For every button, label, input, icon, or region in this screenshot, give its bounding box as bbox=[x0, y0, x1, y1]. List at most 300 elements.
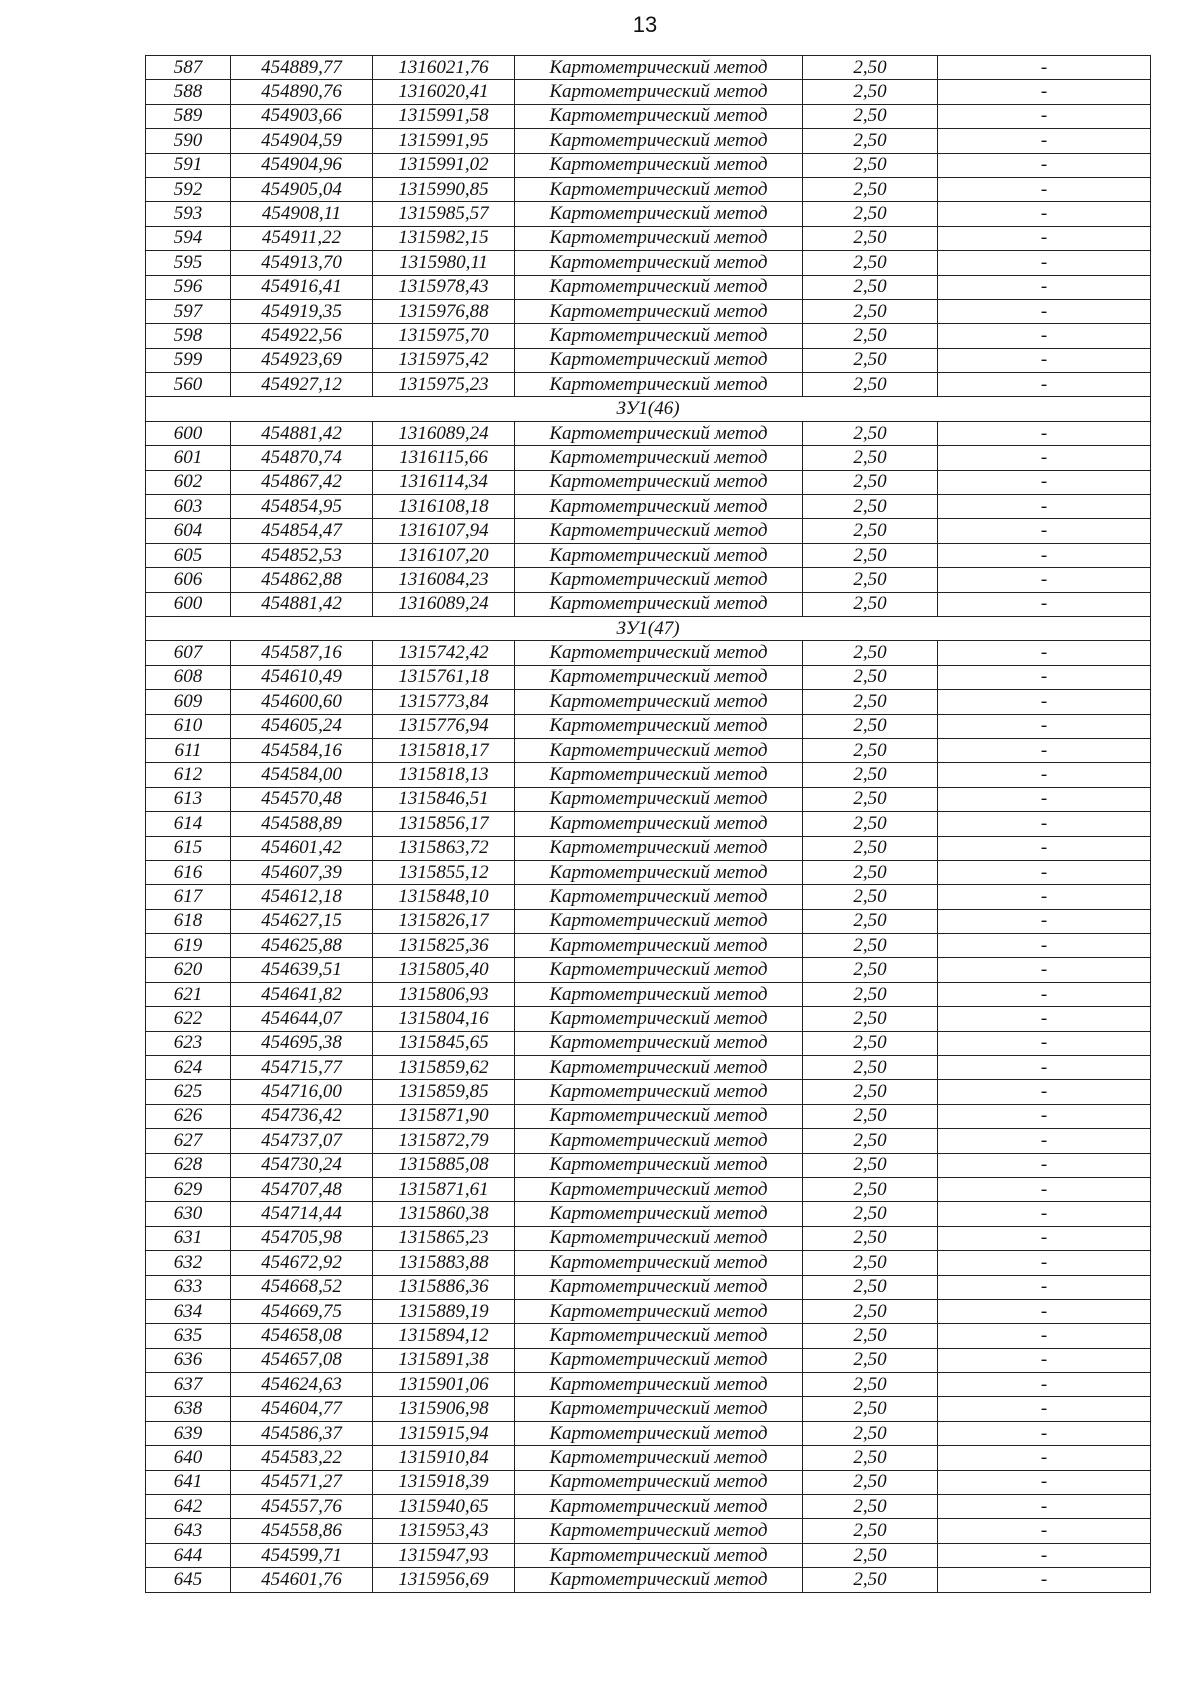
empty-mark-cell: - bbox=[938, 275, 1151, 299]
method-cell: Картометрический метод bbox=[515, 787, 803, 811]
x-coordinate-cell: 454587,16 bbox=[231, 641, 373, 665]
method-cell: Картометрический метод bbox=[515, 1299, 803, 1323]
accuracy-cell: 2,50 bbox=[803, 568, 938, 592]
method-cell: Картометрический метод bbox=[515, 56, 803, 80]
table-row bbox=[146, 129, 1151, 153]
accuracy-cell: 2,50 bbox=[803, 1495, 938, 1519]
accuracy-cell: 2,50 bbox=[803, 1397, 938, 1421]
method-cell: Картометрический метод bbox=[515, 519, 803, 543]
x-coordinate-cell: 454641,82 bbox=[231, 982, 373, 1006]
x-coordinate-cell: 454736,42 bbox=[231, 1104, 373, 1128]
x-coordinate-cell: 454923,69 bbox=[231, 348, 373, 372]
accuracy-cell: 2,50 bbox=[803, 470, 938, 494]
empty-mark-cell: - bbox=[938, 1202, 1151, 1226]
y-coordinate-cell: 1315885,08 bbox=[373, 1153, 515, 1177]
accuracy-cell: 2,50 bbox=[803, 1421, 938, 1445]
x-coordinate-cell: 454913,70 bbox=[231, 251, 373, 275]
empty-mark-cell: - bbox=[938, 812, 1151, 836]
accuracy-cell: 2,50 bbox=[803, 495, 938, 519]
table-row bbox=[146, 519, 1151, 543]
empty-mark-cell: - bbox=[938, 1031, 1151, 1055]
point-number-cell: 609 bbox=[146, 690, 231, 714]
point-number-cell: 560 bbox=[146, 373, 231, 397]
accuracy-cell: 2,50 bbox=[803, 934, 938, 958]
method-cell: Картометрический метод bbox=[515, 1177, 803, 1201]
point-number-cell: 590 bbox=[146, 129, 231, 153]
y-coordinate-cell: 1315953,43 bbox=[373, 1519, 515, 1543]
point-number-cell: 589 bbox=[146, 104, 231, 128]
table-row bbox=[146, 860, 1151, 884]
accuracy-cell: 2,50 bbox=[803, 641, 938, 665]
empty-mark-cell: - bbox=[938, 1251, 1151, 1275]
accuracy-cell: 2,50 bbox=[803, 1056, 938, 1080]
point-number-cell: 615 bbox=[146, 836, 231, 860]
empty-mark-cell: - bbox=[938, 1568, 1151, 1592]
method-cell: Картометрический метод bbox=[515, 836, 803, 860]
method-cell: Картометрический метод bbox=[515, 446, 803, 470]
accuracy-cell: 2,50 bbox=[803, 885, 938, 909]
table-row bbox=[146, 1543, 1151, 1567]
accuracy-cell: 2,50 bbox=[803, 1446, 938, 1470]
point-number-cell: 602 bbox=[146, 470, 231, 494]
point-number-cell: 587 bbox=[146, 56, 231, 80]
point-number-cell: 631 bbox=[146, 1226, 231, 1250]
point-number-cell: 601 bbox=[146, 446, 231, 470]
empty-mark-cell: - bbox=[938, 665, 1151, 689]
accuracy-cell: 2,50 bbox=[803, 958, 938, 982]
x-coordinate-cell: 454854,95 bbox=[231, 495, 373, 519]
y-coordinate-cell: 1315860,38 bbox=[373, 1202, 515, 1226]
x-coordinate-cell: 454908,11 bbox=[231, 202, 373, 226]
point-number-cell: 607 bbox=[146, 641, 231, 665]
x-coordinate-cell: 454922,56 bbox=[231, 324, 373, 348]
empty-mark-cell: - bbox=[938, 1275, 1151, 1299]
table-row bbox=[146, 1007, 1151, 1031]
empty-mark-cell: - bbox=[938, 348, 1151, 372]
empty-mark-cell: - bbox=[938, 324, 1151, 348]
y-coordinate-cell: 1315991,58 bbox=[373, 104, 515, 128]
y-coordinate-cell: 1316108,18 bbox=[373, 495, 515, 519]
x-coordinate-cell: 454584,00 bbox=[231, 763, 373, 787]
accuracy-cell: 2,50 bbox=[803, 251, 938, 275]
point-number-cell: 617 bbox=[146, 885, 231, 909]
x-coordinate-cell: 454639,51 bbox=[231, 958, 373, 982]
table-row bbox=[146, 934, 1151, 958]
accuracy-cell: 2,50 bbox=[803, 1129, 938, 1153]
x-coordinate-cell: 454715,77 bbox=[231, 1056, 373, 1080]
table-row bbox=[146, 1373, 1151, 1397]
x-coordinate-cell: 454707,48 bbox=[231, 1177, 373, 1201]
method-cell: Картометрический метод bbox=[515, 1202, 803, 1226]
y-coordinate-cell: 1316114,34 bbox=[373, 470, 515, 494]
x-coordinate-cell: 454627,15 bbox=[231, 909, 373, 933]
empty-mark-cell: - bbox=[938, 568, 1151, 592]
point-number-cell: 634 bbox=[146, 1299, 231, 1323]
x-coordinate-cell: 454919,35 bbox=[231, 299, 373, 323]
y-coordinate-cell: 1315871,61 bbox=[373, 1177, 515, 1201]
point-number-cell: 643 bbox=[146, 1519, 231, 1543]
table-row bbox=[146, 80, 1151, 104]
accuracy-cell: 2,50 bbox=[803, 446, 938, 470]
method-cell: Картометрический метод bbox=[515, 934, 803, 958]
accuracy-cell: 2,50 bbox=[803, 177, 938, 201]
y-coordinate-cell: 1316115,66 bbox=[373, 446, 515, 470]
x-coordinate-cell: 454668,52 bbox=[231, 1275, 373, 1299]
x-coordinate-cell: 454558,86 bbox=[231, 1519, 373, 1543]
accuracy-cell: 2,50 bbox=[803, 1299, 938, 1323]
x-coordinate-cell: 454889,77 bbox=[231, 56, 373, 80]
table-row bbox=[146, 1324, 1151, 1348]
accuracy-cell: 2,50 bbox=[803, 592, 938, 616]
method-cell: Картометрический метод bbox=[515, 177, 803, 201]
y-coordinate-cell: 1315776,94 bbox=[373, 714, 515, 738]
y-coordinate-cell: 1315886,36 bbox=[373, 1275, 515, 1299]
y-coordinate-cell: 1315891,38 bbox=[373, 1348, 515, 1372]
method-cell: Картометрический метод bbox=[515, 1080, 803, 1104]
table-row bbox=[146, 738, 1151, 762]
accuracy-cell: 2,50 bbox=[803, 1031, 938, 1055]
table-row bbox=[146, 592, 1151, 616]
y-coordinate-cell: 1315978,43 bbox=[373, 275, 515, 299]
point-number-cell: 630 bbox=[146, 1202, 231, 1226]
table-row bbox=[146, 373, 1151, 397]
x-coordinate-cell: 454730,24 bbox=[231, 1153, 373, 1177]
empty-mark-cell: - bbox=[938, 1397, 1151, 1421]
point-number-cell: 588 bbox=[146, 80, 231, 104]
point-number-cell: 642 bbox=[146, 1495, 231, 1519]
empty-mark-cell: - bbox=[938, 153, 1151, 177]
table-row bbox=[146, 421, 1151, 445]
point-number-cell: 616 bbox=[146, 860, 231, 884]
point-number-cell: 625 bbox=[146, 1080, 231, 1104]
accuracy-cell: 2,50 bbox=[803, 1568, 938, 1592]
table-row bbox=[146, 641, 1151, 665]
method-cell: Картометрический метод bbox=[515, 592, 803, 616]
table-row bbox=[146, 1275, 1151, 1299]
table-row bbox=[146, 299, 1151, 323]
method-cell: Картометрический метод bbox=[515, 348, 803, 372]
method-cell: Картометрический метод bbox=[515, 1104, 803, 1128]
x-coordinate-cell: 454905,04 bbox=[231, 177, 373, 201]
method-cell: Картометрический метод bbox=[515, 1324, 803, 1348]
accuracy-cell: 2,50 bbox=[803, 373, 938, 397]
method-cell: Картометрический метод bbox=[515, 1031, 803, 1055]
accuracy-cell: 2,50 bbox=[803, 909, 938, 933]
empty-mark-cell: - bbox=[938, 470, 1151, 494]
y-coordinate-cell: 1315915,94 bbox=[373, 1421, 515, 1445]
point-number-cell: 636 bbox=[146, 1348, 231, 1372]
accuracy-cell: 2,50 bbox=[803, 763, 938, 787]
x-coordinate-cell: 454737,07 bbox=[231, 1129, 373, 1153]
empty-mark-cell: - bbox=[938, 958, 1151, 982]
table-row bbox=[146, 787, 1151, 811]
y-coordinate-cell: 1315856,17 bbox=[373, 812, 515, 836]
empty-mark-cell: - bbox=[938, 787, 1151, 811]
y-coordinate-cell: 1315894,12 bbox=[373, 1324, 515, 1348]
accuracy-cell: 2,50 bbox=[803, 836, 938, 860]
point-number-cell: 628 bbox=[146, 1153, 231, 1177]
method-cell: Картометрический метод bbox=[515, 714, 803, 738]
empty-mark-cell: - bbox=[938, 690, 1151, 714]
accuracy-cell: 2,50 bbox=[803, 324, 938, 348]
point-number-cell: 629 bbox=[146, 1177, 231, 1201]
empty-mark-cell: - bbox=[938, 421, 1151, 445]
x-coordinate-cell: 454644,07 bbox=[231, 1007, 373, 1031]
accuracy-cell: 2,50 bbox=[803, 56, 938, 80]
y-coordinate-cell: 1315947,93 bbox=[373, 1543, 515, 1567]
x-coordinate-cell: 454571,27 bbox=[231, 1470, 373, 1494]
empty-mark-cell: - bbox=[938, 982, 1151, 1006]
point-number-cell: 596 bbox=[146, 275, 231, 299]
x-coordinate-cell: 454695,38 bbox=[231, 1031, 373, 1055]
table-row bbox=[146, 1056, 1151, 1080]
y-coordinate-cell: 1315848,10 bbox=[373, 885, 515, 909]
x-coordinate-cell: 454584,16 bbox=[231, 738, 373, 762]
accuracy-cell: 2,50 bbox=[803, 348, 938, 372]
y-coordinate-cell: 1315859,85 bbox=[373, 1080, 515, 1104]
y-coordinate-cell: 1315956,69 bbox=[373, 1568, 515, 1592]
method-cell: Картометрический метод bbox=[515, 1251, 803, 1275]
empty-mark-cell: - bbox=[938, 1129, 1151, 1153]
point-number-cell: 640 bbox=[146, 1446, 231, 1470]
table-row bbox=[146, 1446, 1151, 1470]
point-number-cell: 645 bbox=[146, 1568, 231, 1592]
accuracy-cell: 2,50 bbox=[803, 421, 938, 445]
accuracy-cell: 2,50 bbox=[803, 1226, 938, 1250]
empty-mark-cell: - bbox=[938, 1543, 1151, 1567]
empty-mark-cell: - bbox=[938, 226, 1151, 250]
y-coordinate-cell: 1315982,15 bbox=[373, 226, 515, 250]
y-coordinate-cell: 1315806,93 bbox=[373, 982, 515, 1006]
table-row bbox=[146, 177, 1151, 201]
y-coordinate-cell: 1315863,72 bbox=[373, 836, 515, 860]
point-number-cell: 638 bbox=[146, 1397, 231, 1421]
accuracy-cell: 2,50 bbox=[803, 1275, 938, 1299]
method-cell: Картометрический метод bbox=[515, 299, 803, 323]
point-number-cell: 613 bbox=[146, 787, 231, 811]
section-row bbox=[146, 616, 1151, 640]
method-cell: Картометрический метод bbox=[515, 1519, 803, 1543]
point-number-cell: 605 bbox=[146, 543, 231, 567]
y-coordinate-cell: 1315975,23 bbox=[373, 373, 515, 397]
x-coordinate-cell: 454600,60 bbox=[231, 690, 373, 714]
table-row bbox=[146, 1495, 1151, 1519]
accuracy-cell: 2,50 bbox=[803, 665, 938, 689]
x-coordinate-cell: 454904,96 bbox=[231, 153, 373, 177]
empty-mark-cell: - bbox=[938, 1519, 1151, 1543]
point-number-cell: 627 bbox=[146, 1129, 231, 1153]
y-coordinate-cell: 1315742,42 bbox=[373, 641, 515, 665]
method-cell: Картометрический метод bbox=[515, 982, 803, 1006]
accuracy-cell: 2,50 bbox=[803, 1470, 938, 1494]
empty-mark-cell: - bbox=[938, 641, 1151, 665]
y-coordinate-cell: 1315980,11 bbox=[373, 251, 515, 275]
method-cell: Картометрический метод bbox=[515, 568, 803, 592]
method-cell: Картометрический метод bbox=[515, 495, 803, 519]
point-number-cell: 635 bbox=[146, 1324, 231, 1348]
x-coordinate-cell: 454911,22 bbox=[231, 226, 373, 250]
point-number-cell: 614 bbox=[146, 812, 231, 836]
accuracy-cell: 2,50 bbox=[803, 982, 938, 1006]
table-row bbox=[146, 1129, 1151, 1153]
empty-mark-cell: - bbox=[938, 80, 1151, 104]
accuracy-cell: 2,50 bbox=[803, 519, 938, 543]
accuracy-cell: 2,50 bbox=[803, 1153, 938, 1177]
point-number-cell: 591 bbox=[146, 153, 231, 177]
x-coordinate-cell: 454716,00 bbox=[231, 1080, 373, 1104]
accuracy-cell: 2,50 bbox=[803, 1177, 938, 1201]
accuracy-cell: 2,50 bbox=[803, 275, 938, 299]
point-number-cell: 604 bbox=[146, 519, 231, 543]
method-cell: Картометрический метод bbox=[515, 251, 803, 275]
method-cell: Картометрический метод bbox=[515, 543, 803, 567]
y-coordinate-cell: 1315883,88 bbox=[373, 1251, 515, 1275]
table-row bbox=[146, 1470, 1151, 1494]
method-cell: Картометрический метод bbox=[515, 373, 803, 397]
y-coordinate-cell: 1315985,57 bbox=[373, 202, 515, 226]
point-number-cell: 632 bbox=[146, 1251, 231, 1275]
y-coordinate-cell: 1316089,24 bbox=[373, 592, 515, 616]
method-cell: Картометрический метод bbox=[515, 641, 803, 665]
table-row bbox=[146, 1226, 1151, 1250]
y-coordinate-cell: 1316084,23 bbox=[373, 568, 515, 592]
table-row bbox=[146, 1177, 1151, 1201]
empty-mark-cell: - bbox=[938, 934, 1151, 958]
x-coordinate-cell: 454657,08 bbox=[231, 1348, 373, 1372]
empty-mark-cell: - bbox=[938, 373, 1151, 397]
y-coordinate-cell: 1316107,20 bbox=[373, 543, 515, 567]
empty-mark-cell: - bbox=[938, 1495, 1151, 1519]
point-number-cell: 641 bbox=[146, 1470, 231, 1494]
table-row bbox=[146, 1251, 1151, 1275]
x-coordinate-cell: 454658,08 bbox=[231, 1324, 373, 1348]
accuracy-cell: 2,50 bbox=[803, 1348, 938, 1372]
table-row bbox=[146, 470, 1151, 494]
table-row bbox=[146, 226, 1151, 250]
point-number-cell: 610 bbox=[146, 714, 231, 738]
empty-mark-cell: - bbox=[938, 56, 1151, 80]
table-row bbox=[146, 714, 1151, 738]
accuracy-cell: 2,50 bbox=[803, 714, 938, 738]
empty-mark-cell: - bbox=[938, 1177, 1151, 1201]
method-cell: Картометрический метод bbox=[515, 1470, 803, 1494]
x-coordinate-cell: 454599,71 bbox=[231, 1543, 373, 1567]
y-coordinate-cell: 1315846,51 bbox=[373, 787, 515, 811]
y-coordinate-cell: 1315845,65 bbox=[373, 1031, 515, 1055]
table-row bbox=[146, 202, 1151, 226]
accuracy-cell: 2,50 bbox=[803, 1251, 938, 1275]
x-coordinate-cell: 454881,42 bbox=[231, 592, 373, 616]
table-row bbox=[146, 56, 1151, 80]
empty-mark-cell: - bbox=[938, 543, 1151, 567]
empty-mark-cell: - bbox=[938, 1226, 1151, 1250]
accuracy-cell: 2,50 bbox=[803, 1543, 938, 1567]
method-cell: Картометрический метод bbox=[515, 470, 803, 494]
x-coordinate-cell: 454612,18 bbox=[231, 885, 373, 909]
x-coordinate-cell: 454604,77 bbox=[231, 1397, 373, 1421]
y-coordinate-cell: 1315975,42 bbox=[373, 348, 515, 372]
table-row bbox=[146, 958, 1151, 982]
point-number-cell: 644 bbox=[146, 1543, 231, 1567]
empty-mark-cell: - bbox=[938, 909, 1151, 933]
x-coordinate-cell: 454927,12 bbox=[231, 373, 373, 397]
table-row bbox=[146, 1080, 1151, 1104]
x-coordinate-cell: 454586,37 bbox=[231, 1421, 373, 1445]
point-number-cell: 603 bbox=[146, 495, 231, 519]
empty-mark-cell: - bbox=[938, 1080, 1151, 1104]
y-coordinate-cell: 1315991,02 bbox=[373, 153, 515, 177]
table-row bbox=[146, 982, 1151, 1006]
table-row bbox=[146, 153, 1151, 177]
accuracy-cell: 2,50 bbox=[803, 1373, 938, 1397]
empty-mark-cell: - bbox=[938, 446, 1151, 470]
method-cell: Картометрический метод bbox=[515, 1348, 803, 1372]
point-number-cell: 620 bbox=[146, 958, 231, 982]
x-coordinate-cell: 454557,76 bbox=[231, 1495, 373, 1519]
method-cell: Картометрический метод bbox=[515, 885, 803, 909]
empty-mark-cell: - bbox=[938, 763, 1151, 787]
y-coordinate-cell: 1315773,84 bbox=[373, 690, 515, 714]
y-coordinate-cell: 1315818,13 bbox=[373, 763, 515, 787]
point-number-cell: 595 bbox=[146, 251, 231, 275]
x-coordinate-cell: 454588,89 bbox=[231, 812, 373, 836]
y-coordinate-cell: 1315825,36 bbox=[373, 934, 515, 958]
accuracy-cell: 2,50 bbox=[803, 1104, 938, 1128]
empty-mark-cell: - bbox=[938, 177, 1151, 201]
accuracy-cell: 2,50 bbox=[803, 860, 938, 884]
table-row bbox=[146, 885, 1151, 909]
point-number-cell: 599 bbox=[146, 348, 231, 372]
y-coordinate-cell: 1315976,88 bbox=[373, 299, 515, 323]
method-cell: Картометрический метод bbox=[515, 129, 803, 153]
table-row bbox=[146, 909, 1151, 933]
x-coordinate-cell: 454916,41 bbox=[231, 275, 373, 299]
y-coordinate-cell: 1315889,19 bbox=[373, 1299, 515, 1323]
method-cell: Картометрический метод bbox=[515, 909, 803, 933]
y-coordinate-cell: 1315906,98 bbox=[373, 1397, 515, 1421]
method-cell: Картометрический метод bbox=[515, 1446, 803, 1470]
point-number-cell: 600 bbox=[146, 421, 231, 445]
x-coordinate-cell: 454610,49 bbox=[231, 665, 373, 689]
page-number: 13 bbox=[632, 12, 658, 37]
method-cell: Картометрический метод bbox=[515, 763, 803, 787]
empty-mark-cell: - bbox=[938, 1056, 1151, 1080]
empty-mark-cell: - bbox=[938, 1446, 1151, 1470]
y-coordinate-cell: 1315804,16 bbox=[373, 1007, 515, 1031]
table-row bbox=[146, 690, 1151, 714]
point-number-cell: 594 bbox=[146, 226, 231, 250]
table-row bbox=[146, 1568, 1151, 1592]
accuracy-cell: 2,50 bbox=[803, 1080, 938, 1104]
empty-mark-cell: - bbox=[938, 1470, 1151, 1494]
x-coordinate-cell: 454862,88 bbox=[231, 568, 373, 592]
empty-mark-cell: - bbox=[938, 251, 1151, 275]
section-row bbox=[146, 397, 1151, 421]
point-number-cell: 623 bbox=[146, 1031, 231, 1055]
method-cell: Картометрический метод bbox=[515, 153, 803, 177]
method-cell: Картометрический метод bbox=[515, 202, 803, 226]
accuracy-cell: 2,50 bbox=[803, 226, 938, 250]
y-coordinate-cell: 1315940,65 bbox=[373, 1495, 515, 1519]
table-row bbox=[146, 348, 1151, 372]
y-coordinate-cell: 1315805,40 bbox=[373, 958, 515, 982]
x-coordinate-cell: 454605,24 bbox=[231, 714, 373, 738]
empty-mark-cell: - bbox=[938, 592, 1151, 616]
method-cell: Картометрический метод bbox=[515, 1153, 803, 1177]
empty-mark-cell: - bbox=[938, 1348, 1151, 1372]
empty-mark-cell: - bbox=[938, 860, 1151, 884]
empty-mark-cell: - bbox=[938, 1324, 1151, 1348]
